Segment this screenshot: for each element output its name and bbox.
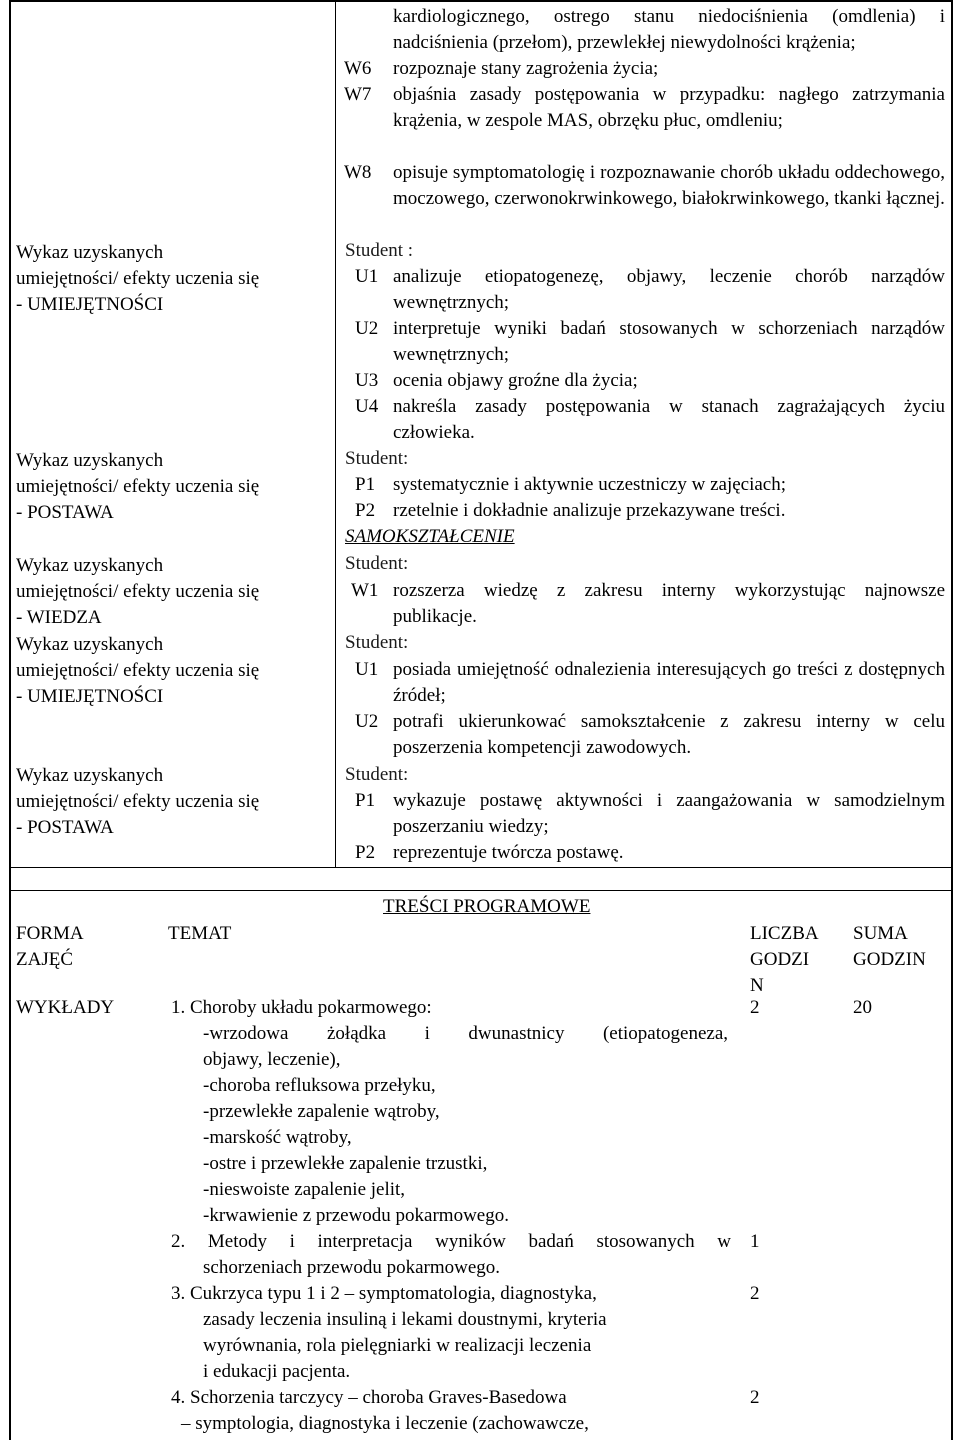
topic-1-line: -marskość wątroby,: [203, 1127, 352, 1148]
code-sp1: P1: [355, 790, 376, 811]
code-w8: W8: [344, 162, 372, 183]
row-divider-upper-end: [9, 867, 952, 868]
code-sw1: W1: [351, 580, 379, 601]
text-u1: analizuje etiopatogenezę, objawy, leczenie chorób narządów wewnętrznych;: [393, 266, 945, 313]
label-wiedza: Wykaz uzyskanych umiejętności/ efekty uczenia się - WIEDZA: [16, 555, 260, 628]
topic-1-line: -krwawienie z przewodu pokarmowego.: [203, 1205, 509, 1226]
topic-3-hours: 2: [750, 1283, 760, 1304]
text-p2: rzetelnie i dokładnie analizuje przekazywane treści.: [393, 500, 786, 521]
topic-3-line: zasady leczenia insuliną i lekami doustnymi, kryteria: [203, 1309, 607, 1330]
code-u2: U2: [355, 318, 379, 339]
column-divider: [335, 0, 336, 868]
code-p2: P2: [355, 500, 376, 521]
topic-3-line: 3. Cukrzyca typu 1 i 2 – symptomatologia, diagnostyka,: [171, 1283, 597, 1304]
topic-2: [163, 1229, 733, 1281]
topic-1-line: -choroba refluksowa przełyku,: [203, 1075, 436, 1096]
topic-3-line: wyrównania, rola pielęgniarki w realizacji leczenia: [203, 1335, 592, 1356]
student-heading-p: Student:: [345, 448, 409, 469]
topic-1-line: -ostre i przewlekłe zapalenie trzustki,: [203, 1153, 488, 1174]
topic-1-line: 1. Choroby układu pokarmowego:: [171, 997, 432, 1018]
border-top: [9, 0, 952, 2]
code-w7: W7: [344, 84, 372, 105]
code-u4: U4: [355, 396, 379, 417]
row-divider-program: [9, 890, 952, 891]
w-continuation-1: kardiologicznego, ostrego stanu niedociśnienia (omdlenia) i: [393, 6, 945, 27]
topic-1-line: -przewlekłe zapalenie wątroby,: [203, 1101, 440, 1122]
text-u4: nakreśla zasady postępowania w stanach zagrażających życiu człowieka.: [393, 396, 945, 443]
code-p1: P1: [355, 474, 376, 495]
text-u3: ocenia objawy groźne dla życia;: [393, 370, 638, 391]
text-sp2: reprezentuje twórcza postawę.: [393, 842, 624, 863]
text-sw1: rozszerza wiedzę z zakresu interny wykorzystując najnowsze publikacje.: [393, 580, 945, 627]
topic-4-hours: 2: [750, 1387, 760, 1408]
header-temat: TEMAT: [168, 923, 232, 944]
suma-value: 20: [853, 997, 872, 1018]
code-w6: W6: [344, 58, 372, 79]
code-sp2: P2: [355, 842, 376, 863]
header-suma-godzin: SUMA GODZIN: [853, 923, 926, 970]
forma-wyklady: WYKŁADY: [16, 997, 115, 1018]
text-su1: posiada umiejętność odnalezienia interesujących go treści z dostępnych źródeł;: [393, 659, 945, 706]
w-continuation-2: nadciśnienia (przełom), przewlekłej niewydolności krążenia;: [393, 32, 856, 53]
border-left: [9, 0, 11, 1440]
topic-1: [163, 995, 733, 1229]
topic-3-line: i edukacji pacjenta.: [203, 1361, 351, 1382]
topic-1-line: objawy, leczenie),: [203, 1049, 341, 1070]
border-right: [951, 0, 953, 1440]
student-heading-su: Student:: [345, 632, 409, 653]
label-postawa: Wykaz uzyskanych umiejętności/ efekty uczenia się - POSTAWA: [16, 450, 260, 523]
samoksztalcenie-heading: SAMOKSZTAŁCENIE: [345, 526, 515, 547]
topic-1-line: -wrzodowa żołądka i dwunastnicy (etiopatogeneza,: [203, 1023, 728, 1044]
code-u1: U1: [355, 266, 379, 287]
label-umiejetnosci-samo: Wykaz uzyskanych umiejętności/ efekty uczenia się - UMIEJĘTNOŚCI: [16, 634, 260, 707]
code-u3: U3: [355, 370, 379, 391]
topic-2-line: 2. Metody i interpretacja wyników badań stosowanych w: [171, 1231, 731, 1252]
code-su1: U1: [355, 659, 379, 680]
header-liczba-godzin: LICZBA GODZI N: [750, 923, 819, 996]
text-u2: interpretuje wyniki badań stosowanych w schorzeniach narządów wewnętrznych;: [393, 318, 945, 365]
topic-2-hours: 1: [750, 1231, 760, 1252]
topic-3: [163, 1281, 733, 1385]
topic-1-hours: 2: [750, 997, 760, 1018]
topic-4-line: – symptologia, diagnostyka i leczenie (zachowawcze,: [181, 1413, 589, 1434]
label-postawa-samo: Wykaz uzyskanych umiejętności/ efekty uczenia się - POSTAWA: [16, 765, 260, 838]
student-heading-sw: Student:: [345, 553, 409, 574]
text-w8: opisuje symptomatologię i rozpoznawanie chorób układu oddechowego, moczowego, czerwonokrwinkowego, białokrwinkowego, tkanki łącznej.: [393, 162, 945, 209]
text-su2: potrafi ukierunkować samokształcenie z zakresu interny w celu poszerzenia kompetencji zawodowych.: [393, 711, 945, 758]
text-w6: rozpoznaje stany zagrożenia życia;: [393, 58, 659, 79]
label-umiejetnosci: Wykaz uzyskanych umiejętności/ efekty uczenia się - UMIEJĘTNOŚCI: [16, 242, 260, 315]
topic-1-line: -nieswoiste zapalenie jelit,: [203, 1179, 406, 1200]
text-w7: objaśnia zasady postępowania w przypadku: nagłego zatrzymania krążenia, w zespole MAS, obrzęku płuc, omdleniu;: [393, 84, 945, 131]
student-heading-u: Student :: [345, 240, 414, 261]
topic-4: [163, 1385, 733, 1437]
student-heading-sp: Student:: [345, 764, 409, 785]
program-title: TREŚCI PROGRAMOWE: [383, 896, 591, 917]
topic-2-line: schorzeniach przewodu pokarmowego.: [203, 1257, 501, 1278]
topic-4-line: 4. Schorzenia tarczycy – choroba Graves-Basedowa: [171, 1387, 567, 1408]
header-forma: FORMA ZAJĘĆ: [16, 923, 84, 970]
text-p1: systematycznie i aktywnie uczestniczy w zajęciach;: [393, 474, 787, 495]
code-su2: U2: [355, 711, 379, 732]
text-sp1: wykazuje postawę aktywności i zaangażowania w samodzielnym poszerzaniu wiedzy;: [393, 790, 945, 837]
